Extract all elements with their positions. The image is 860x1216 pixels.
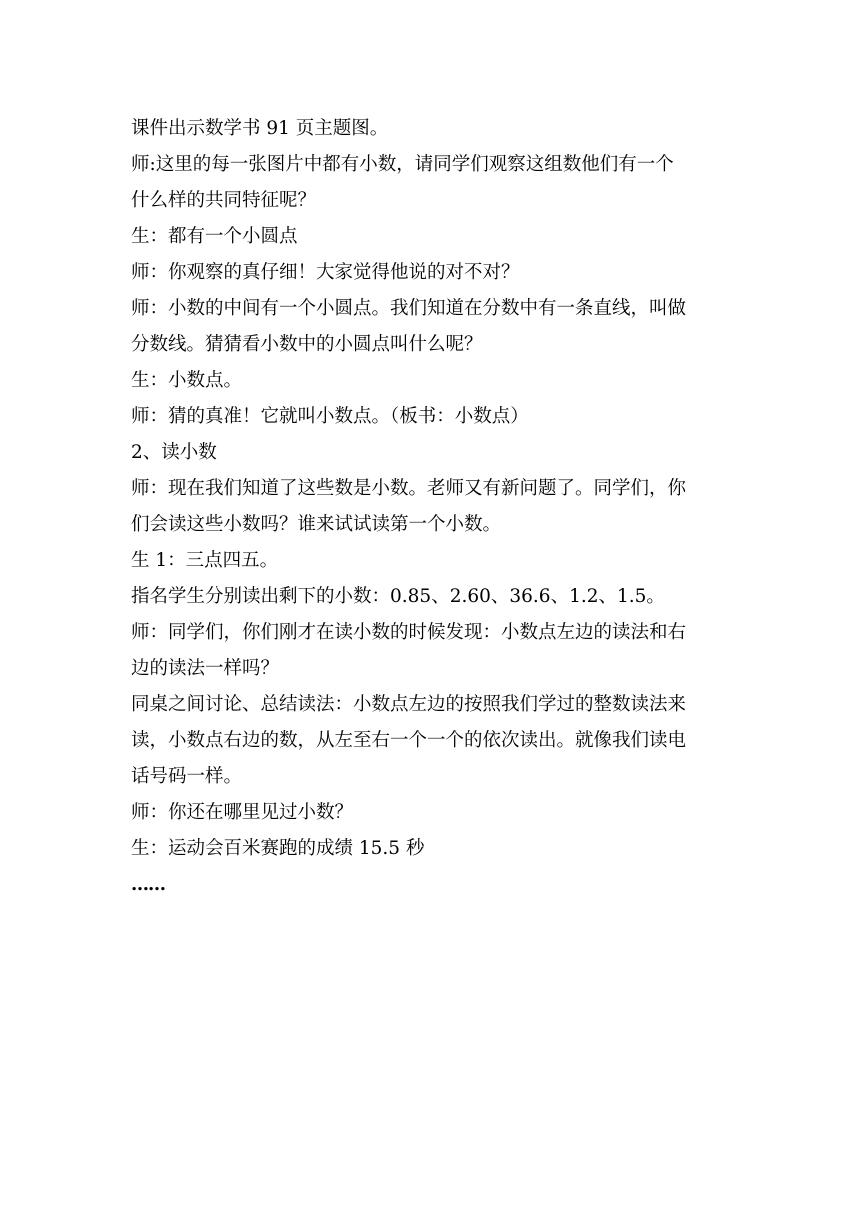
text-line: 生：都有一个小圆点 [131,226,298,247]
text-line: 生：小数点。 [131,370,243,391]
text-line: 师：小数的中间有一个小圆点。我们知道在分数中有一条直线，叫做 [131,298,687,319]
text-line: 指名学生分别读出剩下的小数：0.85、2.60、36.6、1.2、1.5。 [131,586,665,607]
text-line: 分数线。猜猜看小数中的小圆点叫什么呢？ [131,334,483,355]
text-line: 边的读法一样吗？ [131,658,280,679]
text-line: 什么样的共同特征呢？ [131,190,317,211]
document-body [131,111,731,903]
paragraph [131,615,731,687]
paragraph [131,111,731,147]
ellipsis: …… [131,874,165,895]
paragraph [131,219,731,255]
paragraph [131,147,731,219]
paragraph [131,291,731,363]
text-line: 们会读这些小数吗？谁来试试读第一个小数。 [131,514,502,535]
text-line: 师：你还在哪里见过小数？ [131,802,354,823]
text-line: 生 1：三点四五。 [131,550,279,571]
paragraph [131,399,731,435]
paragraph [131,579,731,615]
text-line: 读，小数点右边的数，从左至右一个一个的依次读出。就像我们读电 [131,730,687,751]
paragraph [131,255,731,291]
text-line: 话号码一样。 [131,766,243,787]
text-line: 师:这里的每一张图片中都有小数，请同学们观察这组数他们有一个 [131,154,674,175]
text-line: 师：你观察的真仔细！大家觉得他说的对不对？ [131,262,520,283]
text-line: 课件出示数学书 91 页主题图。 [131,118,389,139]
paragraph [131,543,731,579]
paragraph [131,831,731,867]
paragraph [131,687,731,795]
paragraph [131,363,731,399]
text-line: 师：同学们，你们刚才在读小数的时候发现：小数点左边的读法和右 [131,622,687,643]
text-line: 师：猜的真准！它就叫小数点。（板书：小数点） [131,406,529,427]
paragraph [131,795,731,831]
text-line: 同桌之间讨论、总结读法：小数点左边的按照我们学过的整数读法来 [131,694,687,715]
section-heading [131,435,731,471]
text-line: 师：现在我们知道了这些数是小数。老师又有新问题了。同学们，你 [131,478,687,499]
text-line: 2、读小数 [131,442,217,463]
paragraph [131,471,731,543]
text-line: 生：运动会百米赛跑的成绩 15.5 秒 [131,838,425,859]
